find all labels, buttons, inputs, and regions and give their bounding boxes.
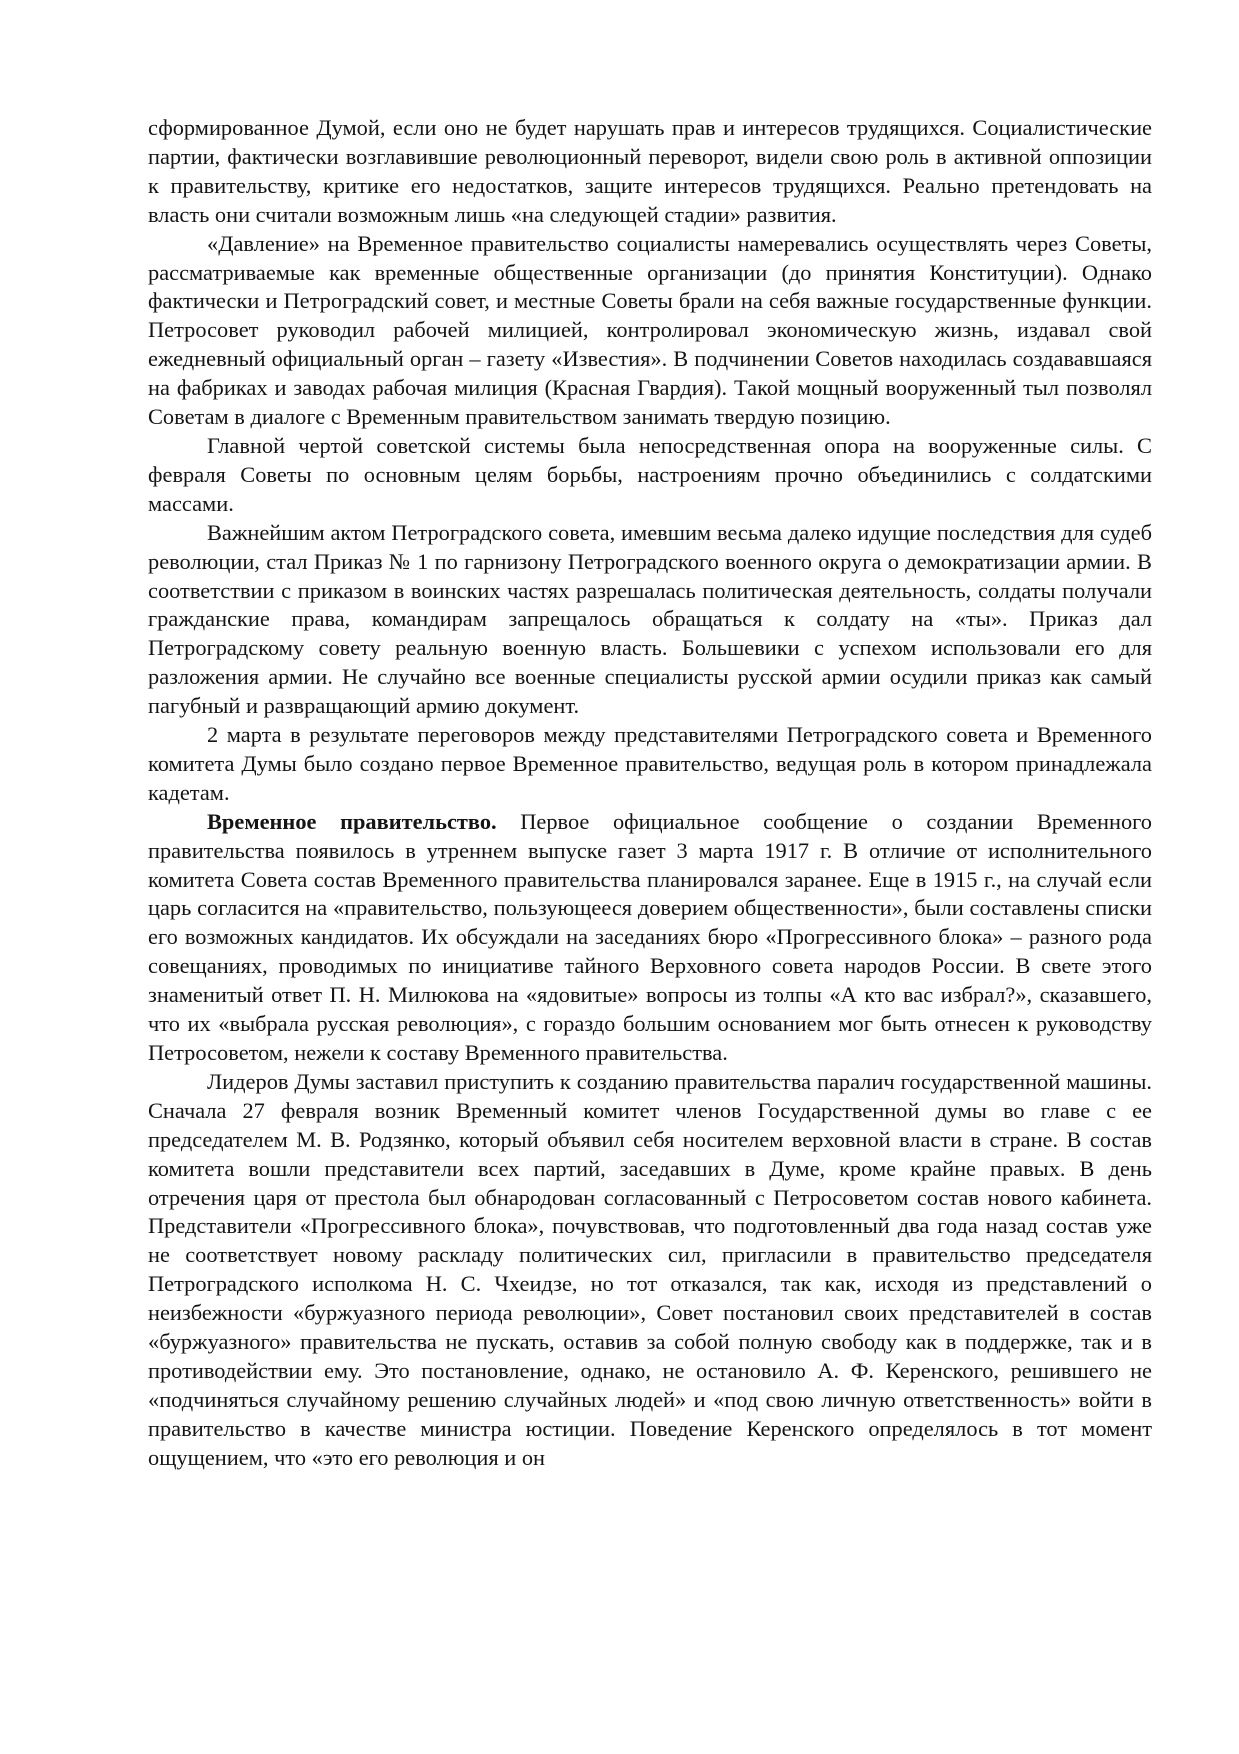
paragraph-4	[148, 519, 1152, 721]
paragraph-3	[148, 432, 1152, 519]
paragraph-4-text: Важнейшим актом Петроградского совета, имевшим весьма далеко идущие последствия для судеб революции, стал Приказ № 1 по гарнизону Петроградского военного округа о демократизации армии. В соответствии с приказом в воинских частях разрешалась политическая деятельность, солдаты получали гражданские права, командирам запрещалось обращаться к солдату на «ты». Приказ дал Петроградскому совету реальную военную власть. Большевики с успехом использовали его для разложения армии. Не случайно все военные специалисты русской армии осудили приказ как самый пагубный и развращающий армию документ.	[148, 519, 1152, 719]
paragraph-7	[148, 1068, 1152, 1473]
paragraph-6-text: Первое официальное сообщение о создании Временного правительства появилось в утреннем выпуске газет 3 марта 1917 г. В отличие от исполнительного комитета Совета состав Временного правительства планировался заранее. Еще в 1915 г., на случай если царь согласится на «правительство, пользующееся доверием общественности», были составлены списки его возможных кандидатов. Их обсуждали на заседаниях бюро «Прогрессивного блока» – разного рода совещаниях, проводимых по инициативе тайного Верховного совета народов России. В свете этого знаменитый ответ П. Н. Милюкова на «ядовитые» вопросы из толпы «А кто вас избрал?», сказавшего, что их «выбрала русская революция», с гораздо большим основанием мог быть отнесен к руководству Петросоветом, нежели к составу Временного правительства.	[148, 808, 1152, 1065]
paragraph-3-text: Главной чертой советской системы была непосредственная опора на вооруженные силы. С февраля Советы по основным целям борьбы, настроениям прочно объединились с солдатскими массами.	[148, 432, 1152, 516]
paragraph-1-text: сформированное Думой, если оно не будет нарушать прав и интересов трудящихся. Социалистические партии, фактически возглавившие революционный переворот, видели свою роль в активной оппозиции к правительству, критике его недостатков, защите интересов трудящихся. Реально претендовать на власть они считали возможным лишь «на следующей стадии» развития.	[148, 115, 1152, 227]
document-page	[148, 114, 1152, 1473]
paragraph-2	[148, 230, 1152, 432]
paragraph-5-text: 2 марта в результате переговоров между представителями Петроградского совета и Временного комитета Думы было создано первое Временное правительство, ведущая роль в котором принадлежала кадетам.	[148, 722, 1152, 805]
paragraph-7-text: Лидеров Думы заставил приступить к созданию правительства паралич государственной машины. Сначала 27 февраля возник Временный комитет членов Государственной думы во главе с ее председателем М. В. Родзянко, который объявил себя носителем верховной власти в стране. В состав комитета вошли представители всех партий, заседавших в Думе, кроме крайне правых. В день отречения царя от престола был обнародован согласованный с Петросоветом состав нового кабинета. Представители «Прогрессивного блока», почувствовав, что подготовленный два года назад состав уже не соответствует новому раскладу политических сил, пригласили в правительство председателя Петроградского исполкома Н. С. Чхеидзе, но тот отказался, так как, исходя из представлений о неизбежности «буржуазного периода революции», Совет постановил своих представителей в состав «буржуазного» правительства не пускать, оставив за собой полную свободу как в поддержке, так и в противодействии ему. Это постановление, однако, не остановило А. Ф. Керенского, решившего не «подчиняться случайному решению случайных людей» и «под свою личную ответственность» войти в правительство в качестве министра юстиции. Поведение Керенского определялось в тот момент ощущением, что «это его революция и он	[148, 1068, 1152, 1470]
section-heading-provisional-government: Временное правительство.	[207, 808, 497, 834]
paragraph-5	[148, 721, 1152, 808]
paragraph-2-text: «Давление» на Временное правительство социалисты намеревались осуществлять через Советы, рассматриваемые как временные общественные организации (до принятия Конституции). Однако фактически и Петроградский совет, и местные Советы брали на себя важные государственные функции. Петросовет руководил рабочей милицией, контролировал экономическую жизнь, издавал свой ежедневный официальный орган – газету «Известия». В подчинении Советов находилась создававшаяся на фабриках и заводах рабочая милиция (Красная Гвардия). Такой мощный вооруженный тыл позволял Советам в диалоге с Временным правительством занимать твердую позицию.	[148, 230, 1152, 430]
paragraph-1	[148, 114, 1152, 230]
paragraph-6	[148, 808, 1152, 1068]
